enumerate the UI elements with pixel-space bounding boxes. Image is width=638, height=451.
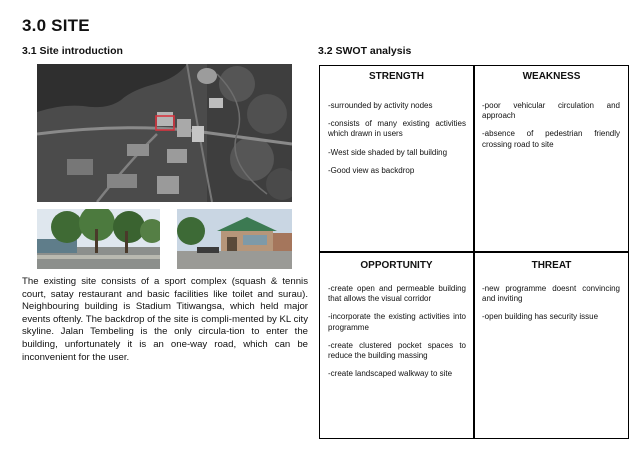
swot-heading: 3.2 SWOT analysis <box>318 45 412 57</box>
aerial-site-photo <box>37 64 292 202</box>
opportunity-item: -create open and permeable building that allows the visual corridor <box>328 284 466 304</box>
weakness-item: -absence of pedestrian friendly crossing road to site <box>482 129 620 149</box>
strength-item: -Good view as backdrop <box>328 165 415 175</box>
threat-title: THREAT <box>531 260 572 271</box>
street-photo-2 <box>177 209 292 269</box>
threat-item: -open building has security issue <box>482 312 599 322</box>
opportunity-item: -create clustered pocket spaces to reduce the building massing <box>328 340 466 361</box>
opportunity-title: OPPORTUNITY <box>360 260 433 271</box>
page-title: 3.0 SITE <box>22 16 90 35</box>
threat-list <box>482 284 620 331</box>
site-intro-heading: 3.1 Site introduction <box>22 45 123 57</box>
weakness-title: WEAKNESS <box>522 71 581 82</box>
site-intro-paragraph: The existing site consists of a sport complex (squash & tennis court, satay restaurant and basic facilities like toilet and surau). Neighbouring building is Stadium Titiwangsa, which held major events oftenly. The backdrop of the site is compli-mented by KL city skyline. Jalan Tembeling is the only circula-tion to enter the building, unfortunately it is an one-way road, which can be inconvenient for the user. <box>22 276 308 363</box>
weakness-item: -poor vehicular circulation and approach <box>482 101 620 121</box>
strength-title: STRENGTH <box>369 71 424 82</box>
strength-list <box>328 101 466 184</box>
strength-item: -West side shaded by tall building <box>328 147 448 157</box>
strength-item: -consists of many existing activities which drawn in users <box>328 119 466 139</box>
opportunity-item: -incorporate the existing activities into programme <box>328 312 466 332</box>
opportunity-list <box>328 284 466 387</box>
weakness-list <box>482 101 620 158</box>
threat-item: -new programme doesnt convincing and inviting <box>482 284 620 304</box>
swot-horizontal-divider <box>320 251 628 253</box>
street-photo-1 <box>37 209 160 269</box>
opportunity-item: -create landscaped walkway to site <box>328 369 453 379</box>
swot-table <box>319 65 629 439</box>
strength-item: -surrounded by activity nodes <box>328 101 433 110</box>
